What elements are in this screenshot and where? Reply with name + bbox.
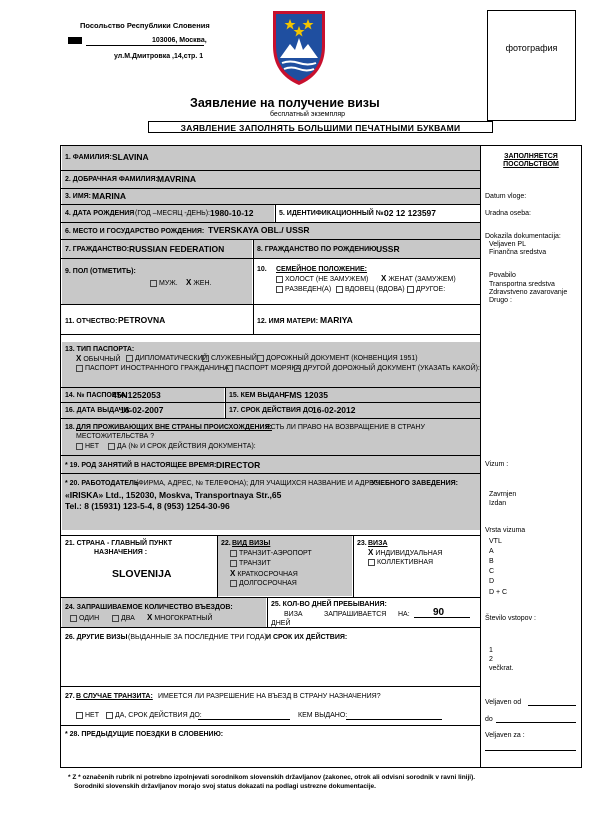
destination-label: 21. СТРАНА - ГЛАВНЫЙ ПУНКТ [65, 540, 173, 547]
side-entries-multiple: večkrat. [489, 665, 514, 672]
passport-other-option[interactable]: ДРУГОЙ ДОРОЖНЫЙ ДОКУМЕНТ (УКАЗАТЬ КАКОЙ): [294, 364, 480, 373]
embassy-use-title-2: ПОСОЛЬСТВОМ [503, 161, 559, 168]
field-1-row [62, 146, 480, 170]
employer-hint: (ФИРМА, АДРЕС, № ТЕЛЕФОНА); ДЛЯ УЧАЩИХСЯ НАЗВАНИЕ И АДРЕС [136, 480, 379, 487]
passport-number-label: 14. № ПАСПОРТА: [65, 392, 128, 399]
side-valid-passport: Veljaven PL [489, 241, 526, 248]
issue-date-label: 16. ДАТА ВЫДАЧИ: [65, 407, 131, 414]
side-insurance: Zdravstveno zavarovanje [489, 289, 568, 296]
field-10-cell [254, 259, 480, 304]
field-21-cell [62, 536, 216, 596]
field-24-cell [62, 598, 266, 627]
visa-type-number: 22. [221, 540, 231, 547]
stay-days-value[interactable]: 90 [433, 607, 445, 618]
birth-date-value[interactable]: 1980-10-12 [210, 208, 254, 218]
first-name-label: 3. ИМЯ: [65, 193, 92, 200]
passport-service-option[interactable]: СЛУЖЕБНЫЙ [202, 354, 257, 363]
patronymic-label: 11. ОТЧЕСТВО: [65, 318, 118, 325]
birth-place-value[interactable]: TVERSKAYA OBL./ USSR [208, 225, 310, 235]
transit-label: В СЛУЧАЕ ТРАНЗИТА: [76, 693, 153, 700]
side-invitation: Povabilo [489, 272, 516, 279]
surname-label: 1. ФАМИЛИЯ: [65, 154, 112, 161]
visa-airport-transit-option[interactable]: ТРАНЗИТ-АЭРОПОРТ [230, 549, 312, 558]
side-entries: Število vstopov : [485, 615, 536, 622]
return-right-question-2: МЕСТОЖИТЕЛЬСТВА ? [76, 433, 155, 440]
embassy-address-1: 103006, Москва, [152, 37, 207, 44]
maiden-name-label: 2. ДОБРАЧНАЯ ФАМИЛИЯ: [65, 176, 158, 183]
field-25-cell [268, 598, 480, 627]
side-funds: Finančna sredstva [489, 249, 547, 256]
stay-days-label: 25. КОЛ-ВО ДНЕЙ ПРЕБЫВАНИЯ: [271, 601, 387, 608]
field-23-cell [354, 536, 480, 596]
field-13-row [62, 342, 480, 388]
maiden-name-value[interactable]: MAVRINA [157, 174, 197, 184]
entries-label: 24. ЗАПРАШИВАЕМОЕ КОЛИЧЕСТВО ВЪЕЗДОВ: [65, 604, 233, 611]
employer-phone-value[interactable]: Tel.: 8 (15931) 123-5-4, 8 (953) 1254-30-96 [65, 501, 230, 511]
embassy-name: Посольство Республики Словения [80, 21, 210, 30]
field-6-row [62, 223, 480, 239]
employer-label: * 20. РАБОТОДАТЕЛЬ [65, 480, 139, 487]
surname-value[interactable]: SLAVINA [112, 152, 149, 162]
side-entries-1: 1 [489, 647, 493, 654]
issued-by-value[interactable]: FMS 12035 [284, 390, 328, 400]
side-other: Drugo : [489, 297, 512, 304]
field-18-row [62, 419, 480, 455]
transit-issued-by-label: КЕМ ВЫДАНО: [298, 712, 348, 719]
side-a: A [489, 548, 494, 555]
previous-trips-label: * 28. ПРЕДЫДУЩИЕ ПОЕЗДКИ В СЛОВЕНИЮ: [65, 731, 224, 738]
transit-yes-option[interactable]: ДА, СРОК ДЕЙСТВИЯ ДО: [106, 711, 202, 720]
field-17-cell [226, 403, 480, 418]
side-official: Uradna oseba: [485, 210, 531, 217]
side-column-divider [480, 145, 481, 768]
form-subtitle: бесплатный экземпляр [270, 111, 346, 118]
embassy-address-2: ул.М.Дмитровка ,14,стр. 1 [114, 53, 204, 60]
side-issued: Izdan [489, 500, 507, 507]
visa-short-term-option[interactable]: X КРАТКОСРОЧНАЯ [230, 569, 298, 578]
side-visa-type: Vrsta vizuma [485, 527, 526, 534]
other-visas-hint: (ВЫДАННЫЕ ЗА ПОСЛЕДНИЕ ТРИ ГОДА) [128, 634, 267, 641]
footer-note-1: * Z * označenih rubrik ni potrebno izpolnjevati sorodnikom slovenskih državljanov (zakonec, otrok ali odvisni sorodnik v ravni liniji). [68, 774, 476, 781]
transit-question: ИМЕЕТСЯ ЛИ РАЗРЕШЕНИЕ НА ВЪЕЗД В СТРАНУ НАЗНАЧЕНИЯ? [158, 693, 381, 700]
field-16-cell [62, 403, 224, 418]
visa-type-label: ВИД ВИЗЫ [232, 540, 271, 547]
return-right-yes-option[interactable]: ДА (№ И СРОК ДЕЙСТВИЯ ДОКУМЕНТА): [108, 442, 256, 451]
other-visas-label: 26. ДРУГИЕ ВИЗЫ [65, 634, 128, 641]
return-right-number: 18. [65, 424, 75, 431]
field-5-cell [276, 205, 480, 222]
occupation-label: * 19. РОД ЗАНЯТИЙ В НАСТОЯЩЕЕ ВРЕМЯ: [65, 462, 217, 469]
side-transport: Transportna sredstva [489, 281, 555, 288]
photo-label: фотография [505, 43, 558, 53]
sex-female-option[interactable]: X ЖЕН. [186, 278, 212, 287]
return-right-title: ДЛЯ ПРОЖИВАЮЩИХ ВНЕ СТРАНЫ ПРОИСХОЖДЕНИЯ: [76, 424, 272, 431]
field-2-row [62, 171, 480, 188]
footer-note-2: Sorodniki slovenskih državljanov morajo svoj status dokazati na podlagi ustrezne dokumentacije. [74, 783, 376, 790]
marital-status-label: СЕМЕЙНОЕ ПОЛОЖЕНИЕ: [276, 266, 368, 273]
citizenship-value[interactable]: RUSSIAN FEDERATION [129, 244, 225, 254]
visa-transit-option[interactable]: ТРАНЗИТ [230, 559, 271, 568]
passport-foreign-option[interactable]: ПАСПОРТ ИНОСТРАННОГО ГРАЖДАНИНА [76, 364, 229, 373]
passport-number-value[interactable]: 45N1252053 [112, 390, 161, 400]
employer-address-value[interactable]: «IRISKA» Ltd., 152030, Moskva, Transportnaya Str.,65 [65, 490, 282, 500]
marital-single-option[interactable]: ХОЛОСТ (НЕ ЗАМУЖЕМ) [276, 275, 368, 284]
first-name-value[interactable]: MARINA [92, 191, 126, 201]
visa-individual-option[interactable]: X ИНДИВИДУАЛЬНАЯ [368, 548, 443, 557]
side-application-date: Datum vloge: [485, 193, 527, 200]
side-documents: Dokazila dokumentacija: [485, 233, 561, 240]
valid-until-label: 17. СРОК ДЕЙСТВИЯ ДО: [229, 407, 316, 414]
birth-date-hint: (ГОД –МЕСЯЦ -ДЕНЬ): [135, 210, 210, 217]
valid-until-value[interactable]: 16-02-2012 [312, 405, 356, 415]
address-underline [86, 45, 204, 46]
redaction-mark [68, 37, 82, 44]
side-dc: D + C [489, 589, 508, 596]
field-8-cell [254, 240, 480, 258]
passport-ordinary-option[interactable]: X ОБЫЧНЫЙ [76, 354, 121, 363]
stay-days-text-2: ЗАПРАШИВАЕТСЯ [324, 611, 387, 618]
side-c: C [489, 568, 495, 575]
destination-value[interactable]: SLOVENIJA [112, 568, 172, 580]
field-11-cell [62, 305, 252, 334]
field-19-row [62, 456, 480, 473]
field-15-cell [226, 388, 480, 402]
passport-type-label: 13. ТИП ПАСПОРТА: [65, 346, 135, 353]
field-7-cell [62, 240, 252, 258]
marital-married-option[interactable]: X ЖЕНАТ (ЗАМУЖЕМ) [381, 274, 456, 283]
marital-number: 10. [257, 266, 267, 273]
transit-no-option[interactable]: НЕТ [76, 711, 99, 720]
field-3-row [62, 189, 480, 204]
passport-travel-doc-option[interactable]: ДОРОЖНЫЙ ДОКУМЕНТ (КОНВЕНЦИЯ 1951) [257, 354, 418, 363]
embassy-use-title: ЗАПОЛНЯЕТСЯ [504, 153, 558, 160]
photo-box [487, 10, 576, 121]
citizenship-label: 7. ГРАЖДАНСТВО: [65, 246, 130, 253]
entries-single-option[interactable]: ОДИН [70, 614, 99, 623]
side-vtl: VTL [489, 538, 502, 545]
capital-letters-instruction: ЗАЯВЛЕНИЕ ЗАПОЛНЯТЬ БОЛЬШИМИ ПЕЧАТНЫМИ БУКВАМИ [148, 121, 493, 133]
stay-days-text-4: ДНЕЙ [271, 620, 291, 627]
return-right-no-option[interactable]: НЕТ [76, 442, 99, 451]
side-visa: Vizum : [485, 461, 509, 468]
field-4-cell [62, 205, 274, 222]
side-b: B [489, 558, 494, 565]
slovenia-coat-of-arms-icon [270, 8, 328, 88]
field-22-cell [218, 536, 352, 596]
field-26-row[interactable] [62, 628, 480, 686]
other-visas-label-2: И СРОК ИХ ДЕЙСТВИЯ: [266, 634, 348, 641]
field-28-row[interactable] [62, 726, 480, 767]
field-20-row [62, 474, 480, 530]
side-refused: Zavrnjen [489, 491, 517, 498]
birth-citizenship-label: 8. ГРАЖДАНСТВО ПО РОЖДЕНИЮ: [257, 246, 379, 253]
side-valid-for: Veljaven za : [485, 732, 525, 739]
transit-number: 27. [65, 693, 75, 700]
patronymic-value[interactable]: PETROVNA [118, 315, 166, 325]
side-valid-from: Veljaven od [485, 699, 522, 706]
stay-days-text-3: НА: [398, 611, 410, 618]
issued-by-label: 15. КЕМ ВЫДАН: [229, 392, 287, 399]
employer-label-2: УЧЕБНОГО ЗАВЕДЕНИЯ: [371, 480, 459, 487]
entries-double-option[interactable]: ДВА [112, 614, 135, 623]
side-entries-2: 2 [489, 656, 493, 663]
mother-name-value[interactable]: MARIYA [320, 315, 353, 325]
visa-kind-number: 23. [357, 540, 367, 547]
field-12-cell [254, 305, 480, 334]
occupation-value[interactable]: DIRECTOR [216, 460, 261, 470]
sex-label: 9. ПОЛ (ОТМЕТИТЬ): [65, 268, 136, 275]
marital-other-option[interactable]: ДРУГОЕ: [407, 285, 445, 294]
passport-seaman-option[interactable]: ПАСПОРТ МОРЯКА [226, 364, 300, 373]
field-27-row [62, 687, 480, 725]
visa-long-term-option[interactable]: ДОЛГОСРОЧНАЯ [230, 579, 297, 588]
birth-citizenship-value[interactable]: USSR [376, 244, 400, 254]
field-14-cell [62, 388, 224, 402]
visa-kind-label: ВИЗА [368, 540, 388, 547]
destination-label-2: НАЗНАЧЕНИЯ : [94, 549, 148, 556]
visa-collective-option[interactable]: КОЛЛЕКТИВНАЯ [368, 558, 433, 567]
side-valid-to: do [485, 716, 493, 723]
return-right-question: ЕСТЬ ЛИ ПРАВО НА ВОЗВРАЩЕНИЕ В СТРАНУ [266, 424, 425, 431]
mother-name-label: 12. ИМЯ МАТЕРИ: [257, 318, 319, 325]
birth-date-label: 4. ДАТА РОЖДЕНИЯ [65, 210, 135, 217]
birth-place-label: 6. МЕСТО И ГОСУДАРСТВО РОЖДЕНИЯ: [65, 228, 205, 235]
id-number-value[interactable]: 02 12 123597 [384, 208, 436, 218]
issue-date-value[interactable]: 16-02-2007 [120, 405, 164, 415]
marital-widowed-option[interactable]: ВДОВЕЦ (ВДОВА) [336, 285, 405, 294]
marital-divorced-option[interactable]: РАЗВЕДЕН(А) [276, 285, 331, 294]
id-number-label: 5. ИДЕНТИФИКАЦИОННЫЙ №: [279, 210, 386, 217]
field-9-cell [62, 259, 252, 304]
sex-male-option[interactable]: МУЖ. [150, 279, 178, 288]
form-title: Заявление на получение визы [190, 96, 380, 110]
stay-days-text-1: ВИЗА [284, 611, 303, 618]
side-d: D [489, 578, 495, 585]
passport-diplomatic-option[interactable]: ДИПЛОМАТИЧЕСКИЙ [126, 354, 208, 363]
entries-multiple-option[interactable]: X МНОГОКРАТНЫЙ [147, 613, 213, 622]
